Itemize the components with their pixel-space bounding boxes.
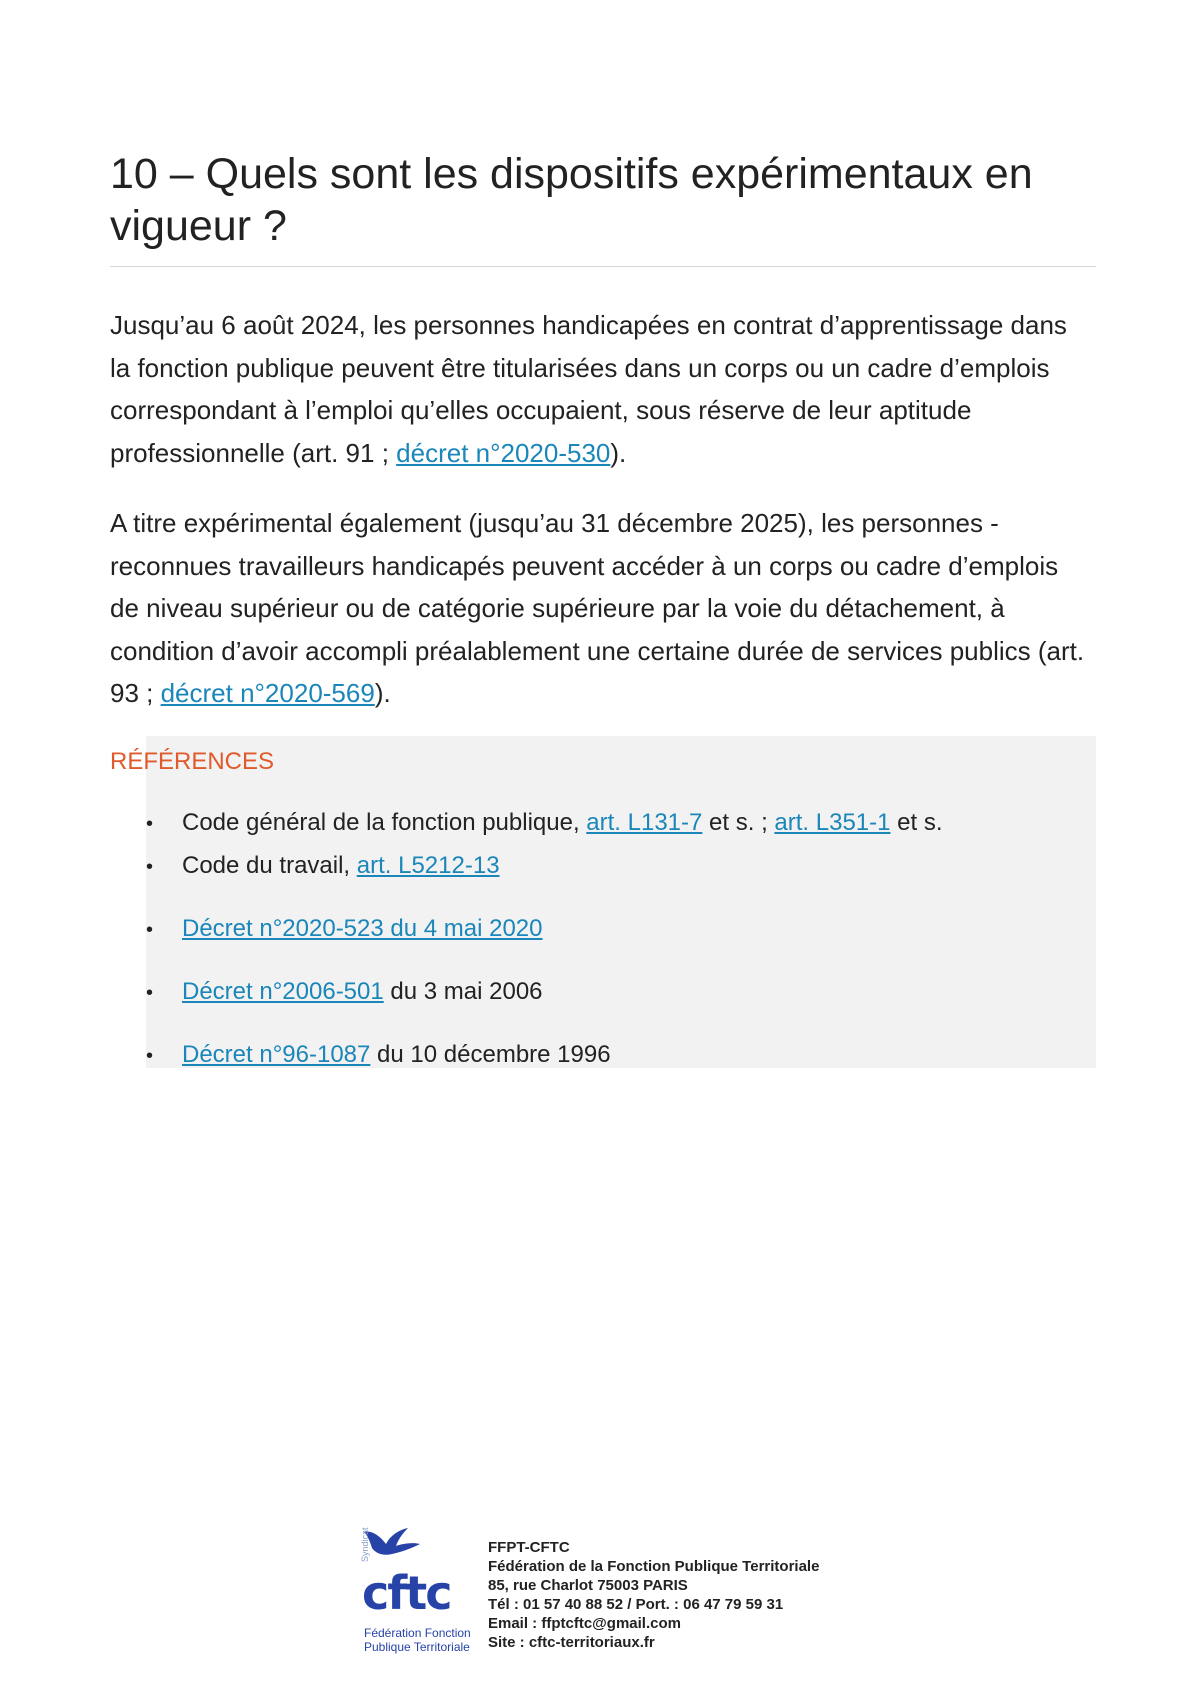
reference-text: Code du travail, bbox=[182, 852, 357, 879]
decret-2020-569-link[interactable]: décret n°2020-569 bbox=[160, 678, 375, 708]
reference-item bbox=[146, 1040, 611, 1071]
reference-item bbox=[146, 851, 500, 882]
references-box bbox=[146, 736, 1096, 1068]
bullet: • bbox=[146, 1045, 154, 1067]
paragraph-end: ). bbox=[610, 437, 627, 468]
bullet: • bbox=[146, 856, 154, 878]
footer-phone: Tél : 01 57 40 88 52 / Port. : 06 47 79 59 31 bbox=[488, 1596, 784, 1613]
reference-item bbox=[146, 808, 943, 839]
reference-item bbox=[146, 977, 543, 1008]
dove-icon bbox=[362, 1526, 422, 1566]
footer-address: 85, rue Charlot 75003 PARIS bbox=[488, 1577, 688, 1594]
decret-2006-501-link[interactable]: Décret n°2006-501 bbox=[182, 978, 384, 1005]
art-l5212-13-link[interactable]: art. L5212-13 bbox=[356, 852, 500, 879]
reference-text: du 10 décembre 1996 bbox=[370, 1041, 611, 1068]
paragraph-apprenticeship bbox=[110, 304, 1090, 474]
footer-federation: Fédération de la Fonction Publique Territoriale bbox=[488, 1558, 820, 1575]
logo-subtitle: Fédération Fonction bbox=[364, 1626, 471, 1640]
decret-96-1087-link[interactable]: Décret n°96-1087 bbox=[182, 1041, 371, 1068]
logo-syndicat: Syndicat bbox=[360, 1527, 370, 1562]
paragraph-detachement bbox=[110, 502, 1090, 715]
paragraph-text: Jusqu’au 6 août 2024, les personnes handicapées en contrat d’apprentissage dans la fonction publique peuvent être titularisées dans un corps ou un cadre d’emplois correspondant à l’emploi qu’elles occupaient, sous réserve de leur aptitude professionnelle (art. 91 ; bbox=[110, 310, 1067, 468]
bullet: • bbox=[146, 919, 154, 941]
footer-org: FFPT-CFTC bbox=[488, 1539, 570, 1556]
art-l351-1-link[interactable]: art. L351-1 bbox=[774, 809, 891, 836]
cftc-logo bbox=[362, 1526, 482, 1654]
bullet: • bbox=[146, 813, 154, 835]
logo-word: cftc bbox=[362, 1566, 451, 1620]
references-heading: RÉFÉRENCES bbox=[110, 748, 275, 775]
title-divider bbox=[110, 266, 1096, 267]
bullet: • bbox=[146, 982, 154, 1004]
paragraph-end: ). bbox=[374, 678, 391, 708]
reference-text: et s. ; bbox=[702, 809, 775, 836]
paragraph-text: A titre expérimental également (jusqu’au 31 décembre 2025), les personnes - reconnues travailleurs handicapés peuvent accéder à un corps ou cadre d’emplois de niveau supérieur ou de catégorie supérieure par la voie du détachement, à condition d’avoir accompli préalablement une certaine durée de services publics (art. 93 ; bbox=[110, 508, 1085, 708]
footer-contact bbox=[488, 1538, 819, 1652]
art-l131-7-link[interactable]: art. L131-7 bbox=[586, 809, 703, 836]
reference-text: Code général de la fonction publique, bbox=[182, 809, 587, 836]
reference-text: et s. bbox=[890, 809, 943, 836]
footer-email: Email : ffptcftc@gmail.com bbox=[488, 1615, 681, 1632]
page-title: 10 – Quels sont les dispositifs expérimentaux en vigueur ? bbox=[110, 150, 1033, 250]
decret-2020-530-link[interactable]: décret n°2020-530 bbox=[396, 437, 611, 468]
decret-2020-523-link[interactable]: Décret n°2020-523 du 4 mai 2020 bbox=[182, 915, 543, 942]
footer-site: Site : cftc-territoriaux.fr bbox=[488, 1634, 655, 1651]
reference-item bbox=[146, 914, 543, 945]
reference-text: du 3 mai 2006 bbox=[383, 978, 543, 1005]
logo-subtitle: Publique Territoriale bbox=[364, 1640, 470, 1654]
